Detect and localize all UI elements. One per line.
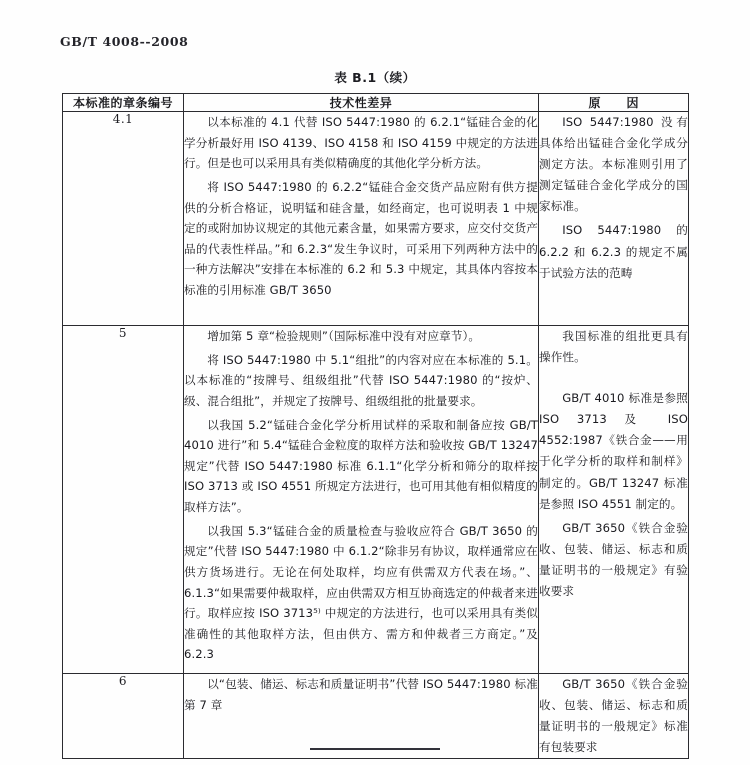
difference-paragraph: 以“包装、储运、标志和质量证明书”代替 ISO 5447:1980 标准第 7 章 [184, 677, 538, 712]
reason-paragraph: ISO 5447:1980 的 6.2.2 和 6.2.3 的规定不属于试验方法的范畴 [539, 223, 688, 280]
table-row [63, 112, 689, 326]
row-clause-number: 6 [63, 674, 184, 759]
page-bottom-rule [310, 748, 440, 750]
difference-paragraph: 以我国 5.3“锰硅合金的质量检查与验收应符合 GB/T 3650 的规定”代替 ISO 5447:1980 中 6.1.2“除非另有协议，取样通常应在供方货场进行。无论在何处取样，均应有供需双方代表在场。”、6.1.3“如果需要仲裁取样，应由供需双方相互协商选定的仲裁者来进行。取样应按 ISO 3713⁵⁾ 中规定的方法进行，也可以采用具有类似准确性的其他取样方法，但由供方、需方和仲裁者三方商定。”及 6.2.3 [184, 523, 538, 662]
difference-paragraph: 以我国 5.2“锰硅合金化学分析用试样的采取和制备应按 GB/T 4010 进行”和 5.4“锰硅合金粒度的取样方法和验收按 GB/T 13247 规定”代替 ISO 5447:1980 标准 6.1.1“化学分析和筛分的取样按 ISO 3713 或 ISO 4551 所规定方法进行，也可用其他有相似精度的取样方法”。 [184, 417, 538, 514]
column-header-reason-text: 原 因 [588, 96, 646, 110]
column-header-clause: 本标准的章条编号 [63, 94, 184, 112]
reason-paragraph: GB/T 4010 标准是参照 ISO 3713 及 ISO 4552:1987《铁合金——用于化学分析的取样和制样》制定的。GB/T 13247 标准是参照 ISO 4551 制定的。 [539, 391, 688, 511]
table-header-row [63, 94, 689, 112]
reason-paragraph: ISO 5447:1980 没有具体给出锰硅合金化学成分测定方法。本标准则引用了测定锰硅合金化学成分的国家标准。 [539, 115, 688, 214]
column-header-difference: 技术性差异 [184, 94, 539, 112]
row-difference-cell [184, 674, 539, 759]
difference-paragraph: 将 ISO 5447:1980 中 5.1“组批”的内容对应在本标准的 5.1。以本标准的“按牌号、组级组批”代替 ISO 5447:1980 的“按炉、级、混合组批”，并规定了按牌号、组级组批的批量要求。 [184, 352, 538, 408]
row-clause-number: 4.1 [63, 112, 184, 326]
row-clause-number: 5 [63, 326, 184, 674]
difference-paragraph: 以本标准的 4.1 代替 ISO 5447:1980 的 6.2.1“锰硅合金的化学分析最好用 ISO 4139、ISO 4158 和 ISO 4159 中规定的方法进行。但是也可以采用具有类似精确度的其他化学分析方法。 [184, 115, 538, 171]
table-row [63, 326, 689, 674]
running-head-standard-number: GB/T 4008--2008 [60, 34, 189, 49]
reason-paragraph: GB/T 3650《铁合金验收、包装、储运、标志和质量证明书的一般规定》有验收要求 [539, 520, 688, 599]
row-reason-cell [539, 112, 689, 326]
row-difference-cell [184, 112, 539, 326]
table-row [63, 674, 689, 759]
column-header-reason [539, 94, 689, 112]
difference-paragraph: 增加第 5 章“检验规则”（国际标准中没有对应章节）。 [207, 329, 481, 343]
technical-differences-table [62, 93, 689, 759]
reason-paragraph: 我国标准的组批更具有操作性。 [539, 329, 688, 365]
difference-paragraph: 将 ISO 5447:1980 的 6.2.2“锰硅合金交货产品应附有供方提供的分析合格证，说明锰和硅含量，如经商定，也可说明表 1 中规定的或附加协议规定的其他元素含量，如果需方要求，应交付交货产品的代表性样品。”和 6.2.3“发生争议时，可采用下列两种方法中的一种方法解决”安排在本标准的 6.2 和 5.3 中规定，其具体内容按本标准的引用标准 GB/T 3650 [184, 179, 538, 297]
row-reason-cell [539, 326, 689, 674]
row-reason-cell [539, 674, 689, 759]
row-difference-cell [184, 326, 539, 674]
reason-paragraph: GB/T 3650《铁合金验收、包装、储运、标志和质量证明书的一般规定》标准有包装要求 [539, 677, 688, 755]
table-caption: 表 B.1（续） [334, 70, 416, 85]
